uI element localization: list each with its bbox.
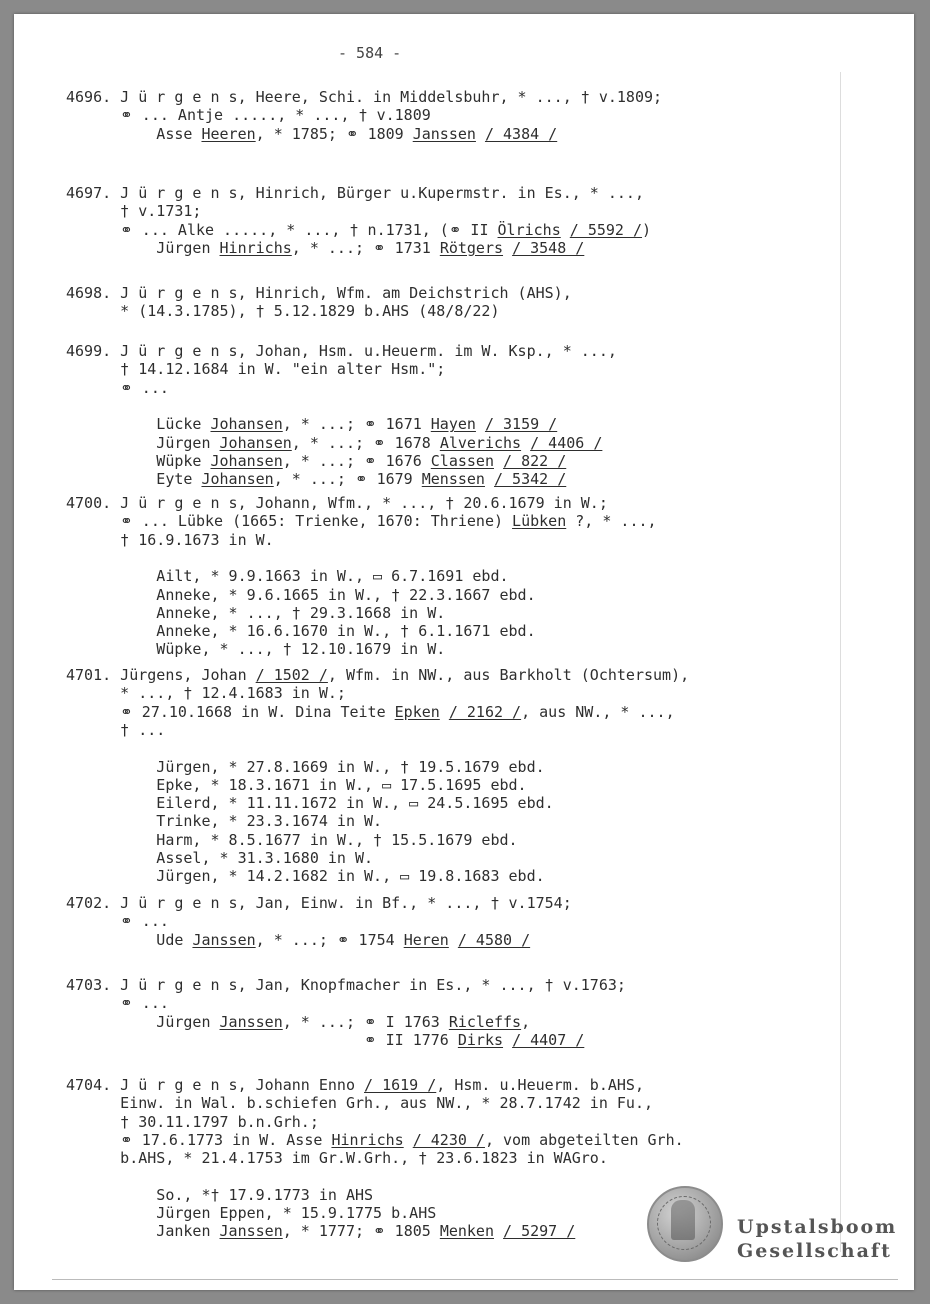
entry-heading-line bbox=[66, 342, 617, 360]
underlined-reference: / 3159 / bbox=[484, 415, 558, 434]
entry-text: Jürgen Eppen, * 15.9.1775 b.AHS bbox=[66, 1204, 437, 1223]
entry-text bbox=[485, 470, 494, 488]
entry-text: Jürgen bbox=[66, 1012, 220, 1031]
underlined-reference: / 4384 / bbox=[484, 124, 558, 143]
brand-name-line1: Upstalsboom bbox=[737, 1216, 898, 1238]
underlined-reference: / 5592 / bbox=[569, 220, 643, 239]
entry-text: ⚭ 17.6.1773 in W. Asse bbox=[66, 1130, 332, 1149]
entry-text: Asse bbox=[66, 124, 202, 143]
entry-text: Epke, * 18.3.1671 in W., ▭ 17.5.1695 ebd. bbox=[66, 775, 527, 794]
entry-text: Wüpke, * ..., † 12.10.1679 in W. bbox=[66, 640, 446, 659]
entry-line bbox=[66, 470, 566, 488]
entry-text: † 14.12.1684 in W. "ein alter Hsm."; bbox=[66, 360, 446, 379]
underlined-reference: Hinrichs bbox=[219, 238, 292, 257]
underlined-reference: / 822 / bbox=[503, 451, 567, 470]
entry-text: Jürgen bbox=[66, 433, 220, 452]
document-page bbox=[14, 14, 914, 1290]
entry-text: † 16.9.1673 in W. bbox=[66, 530, 274, 549]
entry-line bbox=[66, 931, 530, 949]
entry-line bbox=[66, 1013, 530, 1031]
entry-text: , * ...; ⚭ 1678 bbox=[291, 433, 440, 452]
entry-line bbox=[66, 586, 536, 604]
entry-text: , * 1785; ⚭ 1809 bbox=[255, 124, 413, 143]
entry-text: * ..., † 12.4.1683 in W.; bbox=[66, 684, 346, 703]
margin-fold-line bbox=[840, 72, 841, 1252]
entry-text: Eyte bbox=[66, 470, 202, 489]
entry-text: Jürgen bbox=[66, 238, 220, 257]
entry-text: 4700. J ü r g e n s, Johann, Wfm., * ..., † 20.6.1679 in W.; bbox=[66, 494, 608, 512]
underlined-reference: / 4230 / bbox=[412, 1130, 485, 1149]
entry-text: , vom abgeteilten Grh. bbox=[484, 1130, 684, 1149]
underlined-reference: / 3548 / bbox=[512, 238, 585, 257]
entry-text: † 30.11.1797 b.n.Grh.; bbox=[66, 1112, 319, 1131]
underlined-reference: Hinrichs bbox=[331, 1130, 404, 1149]
entry-line bbox=[66, 640, 445, 658]
entry-text: Eilerd, * 11.11.1672 in W., ▭ 24.5.1695 ebd. bbox=[66, 794, 554, 813]
entry-text: , * ...; ⚭ 1731 bbox=[291, 238, 440, 257]
bottom-rule bbox=[52, 1279, 898, 1280]
entry-text: ⚭ II 1776 bbox=[66, 1030, 458, 1049]
entry-line bbox=[66, 684, 346, 702]
entry-line bbox=[66, 1186, 373, 1204]
entry-text bbox=[449, 931, 458, 949]
entry-text bbox=[494, 1222, 503, 1240]
entry-text: ⚭ ... Lübke (1665: Trienke, 1670: Thriene) bbox=[66, 512, 513, 531]
underlined-reference: Johansen bbox=[201, 470, 274, 489]
entry-line bbox=[66, 1222, 575, 1240]
entry-text bbox=[404, 1131, 413, 1149]
entry-line bbox=[66, 1204, 436, 1222]
entry-text: Anneke, * ..., † 29.3.1668 in W. bbox=[66, 603, 446, 622]
underlined-reference: Johansen bbox=[210, 451, 283, 470]
entry-text: Jürgen, * 14.2.1682 in W., ▭ 19.8.1683 ebd. bbox=[66, 867, 545, 886]
entry-line bbox=[66, 1149, 608, 1167]
entry-text: 4701. Jürgens, Johan bbox=[66, 666, 256, 684]
entry-text: 4697. J ü r g e n s, Hinrich, Bürger u.Kupermstr. in Es., * ..., bbox=[66, 184, 644, 202]
entry-line bbox=[66, 912, 169, 930]
entry-line bbox=[66, 776, 527, 794]
entry-line bbox=[66, 567, 509, 585]
underlined-reference: / 2162 / bbox=[448, 702, 522, 721]
entry-line bbox=[66, 1094, 653, 1112]
entry-heading-line bbox=[66, 284, 572, 302]
entry-line bbox=[66, 849, 373, 867]
underlined-reference: / 4407 / bbox=[512, 1030, 585, 1049]
entry-text: b.AHS, * 21.4.1753 im Gr.W.Grh., † 23.6.1823 in WAGro. bbox=[66, 1149, 608, 1168]
entry-text: , * ...; ⚭ 1671 bbox=[282, 415, 431, 434]
entry-line bbox=[66, 1031, 584, 1049]
entry-text: 4696. J ü r g e n s, Heere, Schi. in Middelsbuhr, * ..., † v.1809; bbox=[66, 88, 663, 106]
entry-line bbox=[66, 434, 602, 452]
entry-text: ⚭ ... bbox=[66, 994, 169, 1013]
underlined-reference: / 5342 / bbox=[494, 470, 567, 489]
entry-text bbox=[561, 221, 570, 239]
entry-line bbox=[66, 812, 382, 830]
entry-text: Lücke bbox=[66, 415, 211, 434]
entry-text: Trinke, * 23.3.1674 in W. bbox=[66, 812, 383, 831]
underlined-reference: / 1502 / bbox=[255, 666, 328, 684]
entry-line bbox=[66, 703, 675, 721]
underlined-reference: / 1619 / bbox=[364, 1076, 437, 1094]
entry-line bbox=[66, 622, 536, 640]
underlined-reference: Hayen bbox=[430, 415, 476, 434]
entry-line bbox=[66, 360, 445, 378]
entry-line bbox=[66, 415, 557, 433]
underlined-reference: Lübken bbox=[512, 512, 567, 531]
underlined-reference: / 5297 / bbox=[503, 1222, 576, 1241]
underlined-reference: Heren bbox=[403, 930, 449, 949]
underlined-reference: Johansen bbox=[219, 433, 292, 452]
underlined-reference: Janssen bbox=[219, 1012, 283, 1031]
entry-text: † ... bbox=[66, 720, 166, 739]
entry-text: Assel, * 31.3.1680 in W. bbox=[66, 849, 374, 867]
entry-text: ⚭ ... bbox=[66, 912, 169, 931]
entry-heading-line bbox=[66, 494, 608, 512]
entry-line bbox=[66, 452, 566, 470]
underlined-reference: Classen bbox=[430, 451, 494, 470]
underlined-reference: Dirks bbox=[457, 1030, 504, 1049]
underlined-reference: Menssen bbox=[421, 470, 485, 489]
underlined-reference: Johansen bbox=[210, 415, 283, 434]
entry-text: 4703. J ü r g e n s, Jan, Knopfmacher in Es., * ..., † v.1763; bbox=[66, 976, 626, 994]
brand-name-line2: Gesellschaft bbox=[737, 1240, 892, 1262]
entry-text: ⚭ 27.10.1668 in W. Dina Teite bbox=[66, 702, 395, 721]
entry-text bbox=[476, 415, 485, 433]
entry-text: * (14.3.1785), † 5.12.1829 b.AHS (48/8/22) bbox=[66, 302, 500, 321]
entry-text: Anneke, * 9.6.1665 in W., † 22.3.1667 ebd. bbox=[66, 585, 536, 604]
entry-text: Janken bbox=[66, 1222, 220, 1241]
entry-line bbox=[66, 379, 169, 397]
entry-line bbox=[66, 125, 557, 143]
entry-text: ⚭ ... Alke ....., * ..., † n.1731, (⚭ II bbox=[66, 220, 498, 239]
entry-text: 4704. J ü r g e n s, Johann Enno bbox=[66, 1076, 365, 1094]
entry-text: 4699. J ü r g e n s, Johan, Hsm. u.Heuerm. im W. Ksp., * ..., bbox=[66, 342, 617, 360]
entry-text: Wüpke bbox=[66, 451, 211, 470]
underlined-reference: Janssen bbox=[412, 124, 476, 143]
underlined-reference: Janssen bbox=[219, 1222, 283, 1241]
entry-line bbox=[66, 867, 545, 885]
underlined-reference: Ölrichs bbox=[497, 220, 561, 239]
entry-text: , * ...; ⚭ 1679 bbox=[273, 470, 422, 489]
entry-text bbox=[440, 703, 449, 721]
entry-heading-line bbox=[66, 88, 662, 106]
entry-line bbox=[66, 831, 518, 849]
entry-text bbox=[476, 125, 485, 143]
underlined-reference: Menken bbox=[439, 1222, 494, 1241]
entry-text: Ailt, * 9.9.1663 in W., ▭ 6.7.1691 ebd. bbox=[66, 567, 509, 586]
entry-line bbox=[66, 604, 445, 622]
entry-text: , * 1777; ⚭ 1805 bbox=[282, 1222, 440, 1241]
entry-text: Ude bbox=[66, 930, 193, 949]
entry-line bbox=[66, 994, 169, 1012]
page-number: - 584 - bbox=[338, 44, 402, 62]
entry-text: , Wfm. in NW., aus Barkholt (Ochtersum), bbox=[327, 666, 690, 684]
entry-text: Anneke, * 16.6.1670 in W., † 6.1.1671 ebd. bbox=[66, 622, 536, 641]
entry-line bbox=[66, 239, 584, 257]
entry-text: Harm, * 8.5.1677 in W., † 15.5.1679 ebd. bbox=[66, 830, 518, 849]
entry-text: ?, * ..., bbox=[566, 512, 657, 531]
entry-heading-line bbox=[66, 894, 572, 912]
underlined-reference: Rötgers bbox=[439, 238, 504, 257]
entry-line bbox=[66, 794, 554, 812]
entry-text: So., *† 17.9.1773 in AHS bbox=[66, 1185, 374, 1204]
entry-text bbox=[521, 434, 530, 452]
underlined-reference: Janssen bbox=[192, 930, 256, 949]
entry-line bbox=[66, 512, 657, 530]
entry-heading-line bbox=[66, 666, 689, 684]
entry-text bbox=[503, 239, 512, 257]
entry-text: ⚭ ... Antje ....., * ..., † v.1809 bbox=[66, 106, 431, 125]
entry-line bbox=[66, 202, 201, 220]
underlined-reference: Alverichs bbox=[439, 433, 522, 452]
underlined-reference: Epken bbox=[394, 702, 440, 721]
entry-text: Jürgen, * 27.8.1669 in W., † 19.5.1679 ebd. bbox=[66, 757, 545, 776]
entry-text: , bbox=[521, 1012, 531, 1031]
entry-text: , aus NW., * ..., bbox=[521, 702, 675, 721]
entry-line bbox=[66, 1113, 319, 1131]
entry-text: , * ...; ⚭ 1676 bbox=[282, 451, 431, 470]
entry-line bbox=[66, 721, 165, 739]
entry-line bbox=[66, 1131, 684, 1149]
underlined-reference: / 4580 / bbox=[457, 930, 531, 949]
entry-line bbox=[66, 302, 499, 320]
entry-text: ⚭ ... bbox=[66, 378, 169, 397]
entry-heading-line bbox=[66, 976, 626, 994]
entry-line bbox=[66, 531, 274, 549]
entry-heading-line bbox=[66, 1076, 644, 1094]
entry-line bbox=[66, 758, 545, 776]
entry-line bbox=[66, 221, 651, 239]
underlined-reference: / 4406 / bbox=[530, 433, 603, 452]
entry-text: 4698. J ü r g e n s, Hinrich, Wfm. am Deichstrich (AHS), bbox=[66, 284, 572, 302]
entry-heading-line bbox=[66, 184, 644, 202]
entry-text bbox=[503, 1031, 512, 1049]
entry-text: 4702. J ü r g e n s, Jan, Einw. in Bf., * ..., † v.1754; bbox=[66, 894, 572, 912]
entry-text: ) bbox=[642, 220, 652, 239]
entry-text: , Hsm. u.Heuerm. b.AHS, bbox=[436, 1076, 644, 1094]
entry-line bbox=[66, 106, 431, 124]
entry-text: Einw. in Wal. b.schiefen Grh., aus NW., * 28.7.1742 in Fu., bbox=[66, 1094, 653, 1113]
entry-text: , * ...; ⚭ 1754 bbox=[255, 930, 404, 949]
underlined-reference: Ricleffs bbox=[448, 1012, 522, 1031]
entry-text: , * ...; ⚭ I 1763 bbox=[282, 1012, 449, 1031]
entry-text: † v.1731; bbox=[66, 202, 202, 221]
society-seal-icon bbox=[647, 1186, 723, 1262]
entry-text bbox=[494, 452, 503, 470]
underlined-reference: Heeren bbox=[201, 124, 256, 143]
